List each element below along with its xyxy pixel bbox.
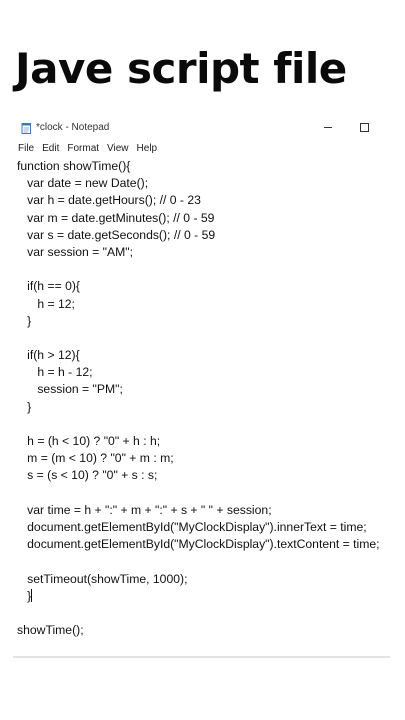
code-line: } [17, 313, 32, 328]
code-line: if(h == 0){ [17, 279, 81, 294]
text-cursor [31, 589, 32, 602]
code-line [13, 416, 390, 433]
code-line [13, 485, 390, 502]
code-line: if(h > 12){ [17, 348, 80, 363]
menu-view[interactable]: View [107, 143, 129, 154]
menu-bar [13, 140, 390, 157]
code-line: var h = date.getHours(); // 0 - 23 [17, 193, 201, 208]
code-line: showTime(); [17, 623, 84, 638]
code-line: h = (h < 10) ? "0" + h : h; [17, 434, 161, 448]
minimize-button[interactable] [310, 114, 346, 140]
menu-file[interactable]: File [18, 143, 35, 154]
window-title: *clock - Notepad [36, 121, 110, 133]
code-line: document.getElementById("MyClockDisplay").innerText = time; [17, 519, 367, 534]
window-controls [310, 114, 382, 140]
code-line: m = (m < 10) ? "0" + m : m; [17, 451, 174, 466]
code-line: var session = "AM"; [17, 244, 134, 259]
code-line: document.getElementById("MyClockDisplay").textContent = time; [17, 537, 380, 552]
code-line: h = 12; [17, 296, 75, 311]
maximize-icon [360, 123, 369, 132]
code-line [13, 261, 390, 278]
notepad-window [13, 114, 390, 658]
title-bar[interactable] [13, 114, 390, 140]
code-line [13, 330, 390, 347]
code-line: setTimeout(showTime, 1000); [17, 571, 188, 586]
code-line [13, 605, 390, 622]
code-line: var s = date.getSeconds(); // 0 - 59 [17, 227, 216, 242]
code-line: session = "PM"; [17, 382, 123, 397]
code-line: } [17, 399, 32, 414]
code-line-cursor [13, 588, 390, 605]
code-line: h = h - 12; [17, 365, 93, 380]
code-line: var time = h + ":" + m + ":" + s + " " + session; [17, 502, 272, 517]
code-line: var m = date.getMinutes(); // 0 - 59 [17, 210, 215, 225]
menu-format[interactable]: Format [67, 143, 100, 154]
code-line [13, 553, 390, 570]
code-line: function showTime(){ [17, 159, 131, 173]
notepad-icon [20, 121, 32, 133]
minimize-icon [324, 127, 332, 128]
text-editor[interactable] [13, 157, 390, 639]
code-line: var date = new Date(); [17, 176, 149, 191]
code-line-text: } [17, 588, 32, 603]
page-headline: Jave script file [15, 44, 347, 93]
menu-edit[interactable]: Edit [42, 143, 60, 154]
maximize-button[interactable] [346, 114, 382, 140]
code-line: s = (s < 10) ? "0" + s : s; [17, 468, 158, 483]
menu-help[interactable]: Help [136, 143, 158, 154]
